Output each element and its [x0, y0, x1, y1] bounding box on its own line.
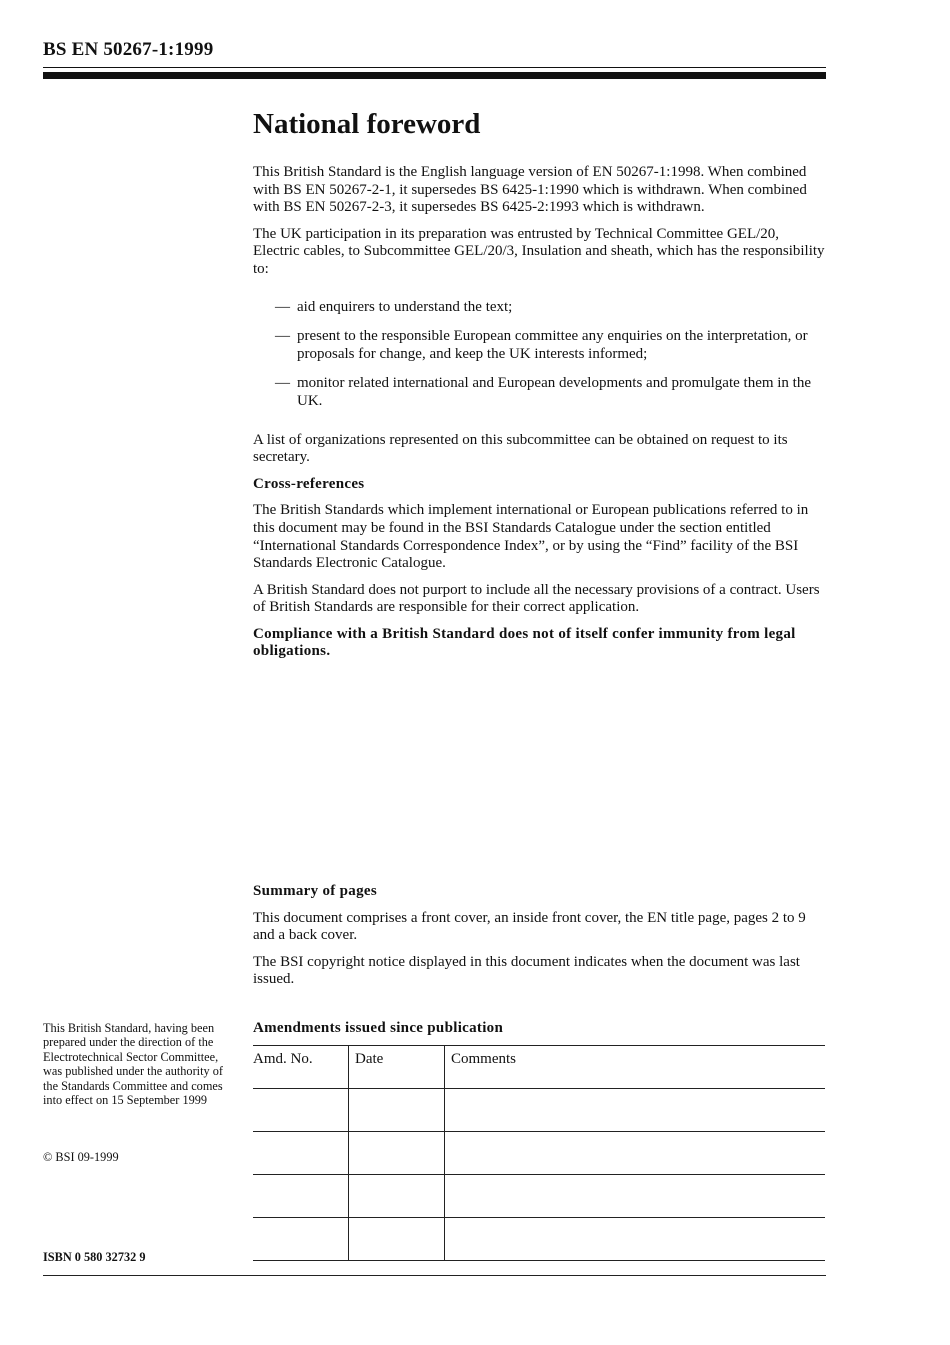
- summary-heading: Summary of pages: [253, 883, 377, 899]
- page-title: National foreword: [253, 108, 481, 140]
- summary-para-2: The BSI copyright notice displayed in this document indicates when the document was last issued.: [253, 953, 800, 988]
- cross-references-para-1: The British Standards which implement international or European publications referred to in this document may be found in the BSI Standards Catalogue under the section entitled “International Standards Correspondence Index”, or by using the “Find” facility of the BSI Standards Electronic Catalogue.: [253, 502, 809, 572]
- table-header-row: [253, 1046, 825, 1089]
- table-row: [253, 1132, 825, 1175]
- header-rule-thick: [43, 72, 826, 79]
- foreword-para-2: The UK participation in its preparation was entrusted by Technical Committee GEL/20, Electric cables, to Subcommittee GEL/20/3, Insulation and sheath, which has the responsibility to:: [253, 225, 825, 277]
- list-item: — monitor related international and European developments and promulgate them in the UK.: [275, 375, 812, 409]
- foreword-para-3: A list of organizations represented on this subcommittee can be obtained on request to its secretary.: [253, 431, 788, 466]
- cross-references-heading: Cross-references: [253, 475, 365, 492]
- header-rule-thin: [43, 67, 826, 68]
- amendments-table: [253, 1045, 825, 1261]
- foreword-section: [253, 108, 828, 661]
- summary-para-1: This document comprises a front cover, an inside front cover, the EN title page, pages 2 to 9 and a back cover.: [253, 909, 806, 944]
- compliance-statement: Compliance with a British Standard does not of itself confer immunity from legal obligations.: [253, 625, 796, 660]
- document-id: BS EN 50267-1:1999: [43, 39, 214, 60]
- publication-note: This British Standard, having been prepared under the direction of the Electrotechnical Sector Committee, was published under the authority of the Standards Committee and comes into effect on 15 September 1999: [43, 1021, 223, 1108]
- cross-references-para-2: A British Standard does not purport to include all the necessary provisions of a contract. Users of British Standards are responsible for their correct application.: [253, 581, 820, 616]
- list-item: — present to the responsible European committee any enquiries on the interpretation, or proposals for change, and keep the UK interests informed;: [275, 328, 808, 362]
- copyright-notice: © BSI 09-1999: [43, 1150, 119, 1164]
- table-row: [253, 1218, 825, 1261]
- responsibility-list: [275, 299, 828, 411]
- footer-rule: [43, 1275, 826, 1276]
- col-amd-no: Amd. No.: [253, 1046, 349, 1089]
- isbn: ISBN 0 580 32732 9: [43, 1250, 146, 1264]
- amendments-heading: Amendments issued since publication: [253, 1020, 504, 1036]
- col-comments: Comments: [445, 1046, 826, 1089]
- summary-section: [253, 883, 828, 998]
- foreword-para-1: This British Standard is the English language version of EN 50267-1:1998. When combined with BS EN 50267-2-1, it supersedes BS 6425-1:1990 which is withdrawn. When combined with BS EN 50267-2-3, it supersedes BS 6425-2:1993 which is withdrawn.: [253, 164, 807, 216]
- table-row: [253, 1089, 825, 1132]
- col-date: Date: [349, 1046, 445, 1089]
- table-row: [253, 1175, 825, 1218]
- list-item: — aid enquirers to understand the text;: [275, 298, 513, 315]
